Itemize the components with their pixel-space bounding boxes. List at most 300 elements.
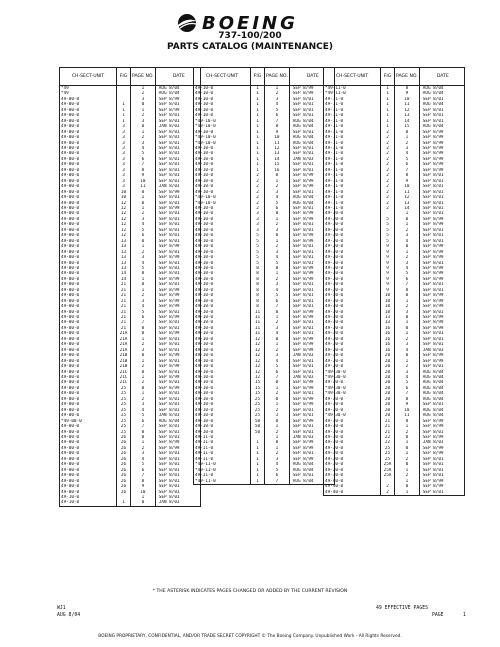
footer-page-number: 1 bbox=[463, 613, 466, 618]
page-header bbox=[0, 0, 500, 54]
page-cell: 1 bbox=[395, 331, 420, 336]
date-cell: SEP 8/01 bbox=[419, 179, 464, 184]
page-cell: 8 bbox=[131, 430, 156, 435]
date-cell: SEP 8/01 bbox=[289, 108, 334, 113]
date-cell: SEP 8/99 bbox=[419, 244, 464, 249]
fig-cell: 8 bbox=[251, 282, 265, 287]
fig-cell: 21 bbox=[117, 304, 131, 309]
date-cell: SEP 8/01 bbox=[419, 430, 464, 435]
section-cell: 49-10-0 bbox=[194, 151, 251, 156]
page-cell: 3 bbox=[131, 348, 156, 353]
fig-cell: 2 bbox=[381, 130, 395, 135]
date-cell: SEP 8/01 bbox=[155, 424, 200, 429]
section-cell: *49-11-0 bbox=[194, 479, 251, 485]
page-cell: 1 bbox=[131, 359, 156, 364]
page-cell: 2 bbox=[265, 244, 290, 249]
page-cell: 3 bbox=[265, 413, 290, 418]
page-cell: 6 bbox=[131, 315, 156, 320]
date-cell: SEP 8/99 bbox=[289, 380, 334, 385]
fig-cell: 21A bbox=[117, 348, 131, 353]
col-header-date: DATE bbox=[419, 68, 464, 86]
date-cell: SEP 8/99 bbox=[419, 168, 464, 173]
section-cell: *49-10-0 bbox=[194, 124, 251, 129]
date-cell: SEP 8/99 bbox=[289, 91, 334, 96]
page-cell: 0 bbox=[265, 337, 290, 342]
page-cell: 0 bbox=[131, 271, 156, 276]
fig-cell: 1 bbox=[117, 108, 131, 113]
date-cell: SEP 8/01 bbox=[155, 151, 200, 156]
page-cell: 4 bbox=[265, 195, 290, 200]
fig-cell: 5 bbox=[251, 261, 265, 266]
page-cell: 1 bbox=[395, 424, 420, 429]
fig-cell: 1 bbox=[251, 146, 265, 151]
fig-cell: 2 bbox=[381, 184, 395, 189]
date-cell: SEP 8/01 bbox=[155, 326, 200, 331]
footer-date: AUG 8/04 bbox=[57, 613, 81, 618]
section-cell: *49-11-0 bbox=[194, 462, 251, 467]
page-cell: 8 bbox=[395, 288, 420, 293]
page-cell: 1 bbox=[265, 271, 290, 276]
section-cell: 49-11-0 bbox=[324, 190, 381, 195]
fig-cell: 2 bbox=[381, 157, 395, 162]
section-cell: 49-10-0 bbox=[194, 375, 251, 380]
section-cell: *49-10-0 bbox=[194, 141, 251, 146]
fig-cell: 20 bbox=[381, 391, 395, 396]
page-cell: 4 bbox=[265, 331, 290, 336]
page-cell: 4 bbox=[395, 375, 420, 380]
date-cell: SEP 8/01 bbox=[155, 359, 200, 364]
date-cell: JAN 8/03 bbox=[419, 440, 464, 445]
section-cell: 49-10-0 bbox=[60, 500, 117, 506]
page-cell: 3 bbox=[265, 190, 290, 195]
date-cell: AUG 8/04 bbox=[289, 119, 334, 124]
page-cell: 6 bbox=[131, 419, 156, 424]
fig-cell: 2 bbox=[381, 151, 395, 156]
section-cell: 49-30-0 bbox=[324, 217, 381, 222]
section-cell: 49-00-0 bbox=[60, 391, 117, 396]
fig-cell: 16 bbox=[381, 337, 395, 342]
fig-cell: 25 bbox=[117, 391, 131, 396]
page-cell: 10 bbox=[395, 184, 420, 189]
date-cell: SEP 8/99 bbox=[419, 277, 464, 282]
section-cell: 49-00-0 bbox=[60, 484, 117, 489]
fig-cell: 2 bbox=[381, 168, 395, 173]
effective-pages-table-2 bbox=[193, 67, 335, 485]
section-cell: 49-00-0 bbox=[60, 315, 117, 320]
page-cell: 3 bbox=[131, 119, 156, 124]
fig-cell: 26 bbox=[117, 451, 131, 456]
section-cell: 49-00-0 bbox=[60, 408, 117, 413]
section-cell: 49-10-0 bbox=[194, 261, 251, 266]
page-cell: 5 bbox=[265, 261, 290, 266]
col-header-date: DATE bbox=[155, 68, 200, 86]
fig-cell: 1 bbox=[381, 86, 395, 92]
section-cell: 49-00-0 bbox=[60, 222, 117, 227]
date-cell: SEP 8/99 bbox=[419, 479, 464, 484]
page-cell: 2 bbox=[395, 228, 420, 233]
section-cell: 49-00-0 bbox=[60, 179, 117, 184]
page-cell: 1 bbox=[265, 239, 290, 244]
page-cell: 3 bbox=[265, 457, 290, 462]
page-cell: 1 bbox=[265, 435, 290, 440]
date-cell: AUG 8/04 bbox=[289, 135, 334, 140]
page-cell: 0 bbox=[265, 310, 290, 315]
page-cell: 7 bbox=[265, 304, 290, 309]
fig-cell: 3 bbox=[251, 211, 265, 216]
fig-cell: 3 bbox=[117, 124, 131, 129]
page-cell: 2 bbox=[131, 135, 156, 140]
fig-cell: 13 bbox=[117, 244, 131, 249]
page-cell: 6 bbox=[395, 277, 420, 282]
page-cell: 6 bbox=[265, 473, 290, 478]
fig-cell: 1 bbox=[251, 102, 265, 107]
section-cell: 49-10-0 bbox=[194, 244, 251, 249]
section-cell: 49-10-0 bbox=[194, 299, 251, 304]
section-cell: 49-00-0 bbox=[60, 353, 117, 358]
section-cell: 49-30-0 bbox=[324, 397, 381, 402]
section-cell: 49-00-0 bbox=[60, 424, 117, 429]
section-cell: 49-30-0 bbox=[324, 364, 381, 369]
fig-cell: 20 bbox=[381, 364, 395, 369]
section-cell: 49-30-0 bbox=[324, 244, 381, 249]
page-cell: 4 bbox=[265, 255, 290, 260]
page-cell: 16 bbox=[265, 168, 290, 173]
section-cell: 49-00-0 bbox=[60, 413, 117, 418]
fig-cell: 25 bbox=[381, 451, 395, 456]
date-cell: JAN 8/03 bbox=[419, 348, 464, 353]
date-cell: SEP 8/01 bbox=[155, 168, 200, 173]
section-cell: 49-30-0 bbox=[324, 320, 381, 325]
date-cell: SEP 8/01 bbox=[289, 151, 334, 156]
page-cell: 1 bbox=[131, 130, 156, 135]
date-cell: SEP 8/01 bbox=[419, 490, 464, 496]
page-cell: 6 bbox=[265, 370, 290, 375]
footer-page-label: PAGE bbox=[432, 613, 444, 618]
section-cell: 49-10-0 bbox=[194, 402, 251, 407]
page-cell: 2 bbox=[265, 320, 290, 325]
page-cell: 2 bbox=[265, 277, 290, 282]
date-cell: SEP 8/99 bbox=[419, 250, 464, 255]
page-cell: 0 bbox=[395, 462, 420, 467]
fig-cell: 26 bbox=[117, 490, 131, 495]
fig-cell: 3 bbox=[117, 179, 131, 184]
fig-cell: 20 bbox=[381, 402, 395, 407]
section-cell: 49-00-0 bbox=[60, 451, 117, 456]
page-cell: 0 bbox=[395, 244, 420, 249]
section-cell: 49-10-0 bbox=[194, 97, 251, 102]
date-cell: SEP 8/01 bbox=[155, 201, 200, 206]
fig-cell: 25 bbox=[251, 413, 265, 418]
page-cell: 1 bbox=[265, 446, 290, 451]
section-cell: 49-10-0 bbox=[194, 386, 251, 391]
section-cell: 49-10-0 bbox=[194, 157, 251, 162]
fig-cell: 1 bbox=[381, 91, 395, 96]
fig-cell: 12 bbox=[117, 228, 131, 233]
page-cell: 6 bbox=[265, 206, 290, 211]
fig-cell: 12 bbox=[251, 364, 265, 369]
date-cell: SEP 8/01 bbox=[289, 261, 334, 266]
section-cell: 49-30-0 bbox=[324, 402, 381, 407]
section-cell: 49-00-0 bbox=[60, 201, 117, 206]
section-cell: 49-00-0 bbox=[60, 211, 117, 216]
fig-cell: 25 bbox=[117, 386, 131, 391]
date-cell: AUG 8/04 bbox=[419, 386, 464, 391]
date-cell: SEP 8/01 bbox=[419, 468, 464, 473]
fig-cell: 13 bbox=[117, 261, 131, 266]
date-cell: SEP 8/01 bbox=[289, 130, 334, 135]
fig-cell: 11 bbox=[251, 315, 265, 320]
page-cell: 7 bbox=[265, 375, 290, 380]
fig-cell: 13 bbox=[117, 239, 131, 244]
date-cell: SEP 8/01 bbox=[289, 146, 334, 151]
date-cell: SEP 8/99 bbox=[155, 255, 200, 260]
section-cell: 49-00-0 bbox=[60, 206, 117, 211]
date-cell: JAN 8/03 bbox=[155, 413, 200, 418]
page-cell: 0 bbox=[131, 500, 156, 506]
date-cell: SEP 8/99 bbox=[289, 457, 334, 462]
date-cell: SEP 8/01 bbox=[155, 135, 200, 140]
section-cell: 49-00-0 bbox=[60, 108, 117, 113]
date-cell: SEP 8/01 bbox=[155, 173, 200, 178]
page-cell: 8 bbox=[395, 397, 420, 402]
section-cell: *49-10-0 bbox=[194, 201, 251, 206]
fig-cell: 9 bbox=[381, 266, 395, 271]
page-cell: 2 bbox=[265, 430, 290, 435]
page-cell: 0 bbox=[265, 440, 290, 445]
page-cell: 6 bbox=[265, 113, 290, 118]
section-cell: 49-00-0 bbox=[60, 146, 117, 151]
section-cell: 49-10-0 bbox=[194, 255, 251, 260]
fig-cell: 1 bbox=[117, 113, 131, 118]
date-cell: SEP 8/99 bbox=[419, 451, 464, 456]
section-cell: 49-11-0 bbox=[324, 206, 381, 211]
fig-cell: 21A bbox=[117, 337, 131, 342]
date-cell: SEP 8/99 bbox=[155, 293, 200, 298]
date-cell: SEP 8/99 bbox=[419, 435, 464, 440]
page-cell: 5 bbox=[395, 157, 420, 162]
date-cell: AUG 8/04 bbox=[419, 375, 464, 380]
date-cell: SEP 8/01 bbox=[419, 337, 464, 342]
section-cell: 49-10-0 bbox=[194, 217, 251, 222]
fig-cell: 13 bbox=[381, 315, 395, 320]
date-cell: SEP 8/01 bbox=[155, 228, 200, 233]
date-cell: SEP 8/01 bbox=[419, 119, 464, 124]
date-cell: SEP 8/99 bbox=[155, 440, 200, 445]
page-cell: 6 bbox=[131, 468, 156, 473]
date-cell: JAN 8/03 bbox=[155, 124, 200, 129]
date-cell: SEP 8/99 bbox=[155, 190, 200, 195]
page-cell: 3 bbox=[131, 299, 156, 304]
fig-cell: 3 bbox=[117, 146, 131, 151]
date-cell: SEP 8/99 bbox=[289, 173, 334, 178]
section-cell: 49-10-0 bbox=[194, 271, 251, 276]
page-cell: 2 bbox=[131, 91, 156, 96]
fig-cell: 5 bbox=[251, 233, 265, 238]
page-cell: 7 bbox=[131, 320, 156, 325]
page-cell: 1 bbox=[395, 299, 420, 304]
date-cell: SEP 8/99 bbox=[289, 440, 334, 445]
section-cell: *49-10-0 bbox=[194, 135, 251, 140]
fig-cell: 1 bbox=[251, 130, 265, 135]
date-cell: SEP 8/99 bbox=[155, 304, 200, 309]
page-cell: 2 bbox=[395, 141, 420, 146]
date-cell: AUG 8/04 bbox=[289, 195, 334, 200]
fig-cell: 1 bbox=[251, 479, 265, 485]
effective-pages-table-3 bbox=[323, 67, 465, 496]
date-cell: SEP 8/01 bbox=[155, 430, 200, 435]
section-cell: 49-30-0 bbox=[324, 446, 381, 451]
page-cell: 1 bbox=[131, 277, 156, 282]
col-header-section: CH-SECT-UNIT bbox=[60, 68, 117, 86]
section-cell: 49-10-0 bbox=[194, 342, 251, 347]
section-cell: 49-10-0 bbox=[194, 282, 251, 287]
section-cell: 49-00-0 bbox=[60, 157, 117, 162]
fig-cell: 1 bbox=[381, 97, 395, 102]
section-cell: 49-11-0 bbox=[194, 435, 251, 440]
page-cell: 0 bbox=[131, 435, 156, 440]
date-cell: SEP 8/01 bbox=[155, 102, 200, 107]
fig-cell: 20 bbox=[381, 386, 395, 391]
section-cell: 49-10-0 bbox=[194, 370, 251, 375]
section-cell: 49-00-0 bbox=[60, 266, 117, 271]
page-cell: 5 bbox=[265, 468, 290, 473]
date-cell: SEP 8/01 bbox=[155, 370, 200, 375]
section-cell: 49-10-0 bbox=[194, 113, 251, 118]
date-cell: AUG 8/04 bbox=[419, 380, 464, 385]
section-cell: 49-40-0 bbox=[324, 484, 381, 489]
page-cell: 3 bbox=[131, 217, 156, 222]
section-cell: 49-10-0 bbox=[194, 331, 251, 336]
page-cell: 2 bbox=[395, 364, 420, 369]
page-cell: 5 bbox=[131, 228, 156, 233]
section-cell: *49-10-0 bbox=[194, 119, 251, 124]
date-cell: JAN 8/03 bbox=[289, 375, 334, 380]
page-cell: 3 bbox=[131, 97, 156, 102]
fig-cell: 50 bbox=[251, 430, 265, 435]
page-cell: 8 bbox=[131, 479, 156, 484]
page-cell: 1 bbox=[395, 250, 420, 255]
fig-cell: 8 bbox=[251, 293, 265, 298]
page-cell: 2 bbox=[395, 457, 420, 462]
date-cell: AUG 8/04 bbox=[289, 124, 334, 129]
section-cell: 49-10-0 bbox=[194, 130, 251, 135]
fig-cell: 12 bbox=[251, 359, 265, 364]
page-cell: 1 bbox=[265, 386, 290, 391]
page-cell: 1 bbox=[265, 402, 290, 407]
fig-cell: 1 bbox=[117, 102, 131, 107]
fig-cell: 21 bbox=[117, 315, 131, 320]
page-cell: 9 bbox=[131, 173, 156, 178]
section-cell: 49-00-0 bbox=[60, 364, 117, 369]
page-cell: 10 bbox=[395, 97, 420, 102]
fig-cell: 1 bbox=[251, 124, 265, 129]
section-cell: 49-30-0 bbox=[324, 315, 381, 320]
fig-cell: 5 bbox=[381, 222, 395, 227]
fig-cell: 21 bbox=[117, 320, 131, 325]
page-cell: 5 bbox=[395, 271, 420, 276]
section-cell: 49-10-0 bbox=[194, 239, 251, 244]
section-cell: 49-30-0 bbox=[324, 239, 381, 244]
page-cell: 0 bbox=[265, 419, 290, 424]
date-cell: SEP 8/01 bbox=[155, 380, 200, 385]
section-cell: 49-10-0 bbox=[194, 359, 251, 364]
date-cell: SEP 8/99 bbox=[289, 310, 334, 315]
section-cell: 49-30-0 bbox=[324, 271, 381, 276]
section-cell: 49-00-0 bbox=[60, 326, 117, 331]
date-cell: SEP 8/01 bbox=[155, 484, 200, 489]
fig-cell: 12 bbox=[251, 370, 265, 375]
fig-cell: 25A bbox=[381, 462, 395, 467]
fig-cell: 3 bbox=[251, 228, 265, 233]
section-cell: 49-00-0 bbox=[60, 370, 117, 375]
section-cell: 49-00-0 bbox=[60, 130, 117, 135]
page-cell: 0 bbox=[131, 370, 156, 375]
section-cell: 49-00-0 bbox=[60, 299, 117, 304]
page-cell: 4 bbox=[395, 348, 420, 353]
page-cell: 1 bbox=[395, 222, 420, 227]
table-row bbox=[60, 500, 201, 506]
page-cell: 1 bbox=[265, 424, 290, 429]
fig-cell: 1 bbox=[251, 91, 265, 96]
section-cell: 49-30-0 bbox=[324, 211, 381, 216]
fig-cell: 16 bbox=[381, 331, 395, 336]
date-cell: SEP 8/01 bbox=[155, 119, 200, 124]
page-cell: 0 bbox=[395, 315, 420, 320]
fig-cell: 10 bbox=[381, 304, 395, 309]
date-cell: SEP 8/99 bbox=[419, 299, 464, 304]
date-cell: SEP 8/01 bbox=[289, 168, 334, 173]
page-cell: 2 bbox=[131, 250, 156, 255]
page-cell: 8 bbox=[395, 173, 420, 178]
date-cell: SEP 8/99 bbox=[155, 331, 200, 336]
section-cell: 49-00-0 bbox=[60, 310, 117, 315]
section-cell: 49-00-0 bbox=[60, 162, 117, 167]
fig-cell: 2 bbox=[381, 484, 395, 489]
page-cell: 1 bbox=[131, 337, 156, 342]
fig-cell: 9 bbox=[381, 277, 395, 282]
col-header-page: PAGE NO. bbox=[265, 68, 290, 86]
page-cell: 3 bbox=[395, 146, 420, 151]
date-cell: SEP 8/99 bbox=[419, 141, 464, 146]
date-cell: SEP 8/01 bbox=[155, 320, 200, 325]
date-cell: SEP 8/01 bbox=[155, 451, 200, 456]
page-cell: 2 bbox=[395, 337, 420, 342]
date-cell: SEP 8/01 bbox=[419, 195, 464, 200]
fig-cell: 12 bbox=[117, 233, 131, 238]
page-cell: 11 bbox=[131, 184, 156, 189]
section-cell: 49-10-0 bbox=[194, 206, 251, 211]
page-cell: 7 bbox=[395, 282, 420, 287]
fig-cell: 21B bbox=[117, 359, 131, 364]
fig-cell: 21 bbox=[117, 288, 131, 293]
page-cell: 5 bbox=[265, 293, 290, 298]
section-cell: 49-00-0 bbox=[60, 457, 117, 462]
section-cell: 49-00-0 bbox=[60, 331, 117, 336]
page-cell: 13 bbox=[265, 151, 290, 156]
page-cell: 1 bbox=[265, 179, 290, 184]
date-cell: SEP 8/01 bbox=[155, 239, 200, 244]
fig-cell: 21A bbox=[117, 342, 131, 347]
fig-cell: 21A bbox=[117, 331, 131, 336]
page-cell: 3 bbox=[265, 250, 290, 255]
fig-cell: 2 bbox=[381, 135, 395, 140]
page-cell: 14 bbox=[265, 157, 290, 162]
page-cell: 0 bbox=[131, 190, 156, 195]
date-cell: SEP 8/01 bbox=[289, 113, 334, 118]
section-cell: 49-00-0 bbox=[60, 397, 117, 402]
date-cell: AUG 8/04 bbox=[289, 141, 334, 146]
section-cell: 49-00-0 bbox=[60, 124, 117, 129]
